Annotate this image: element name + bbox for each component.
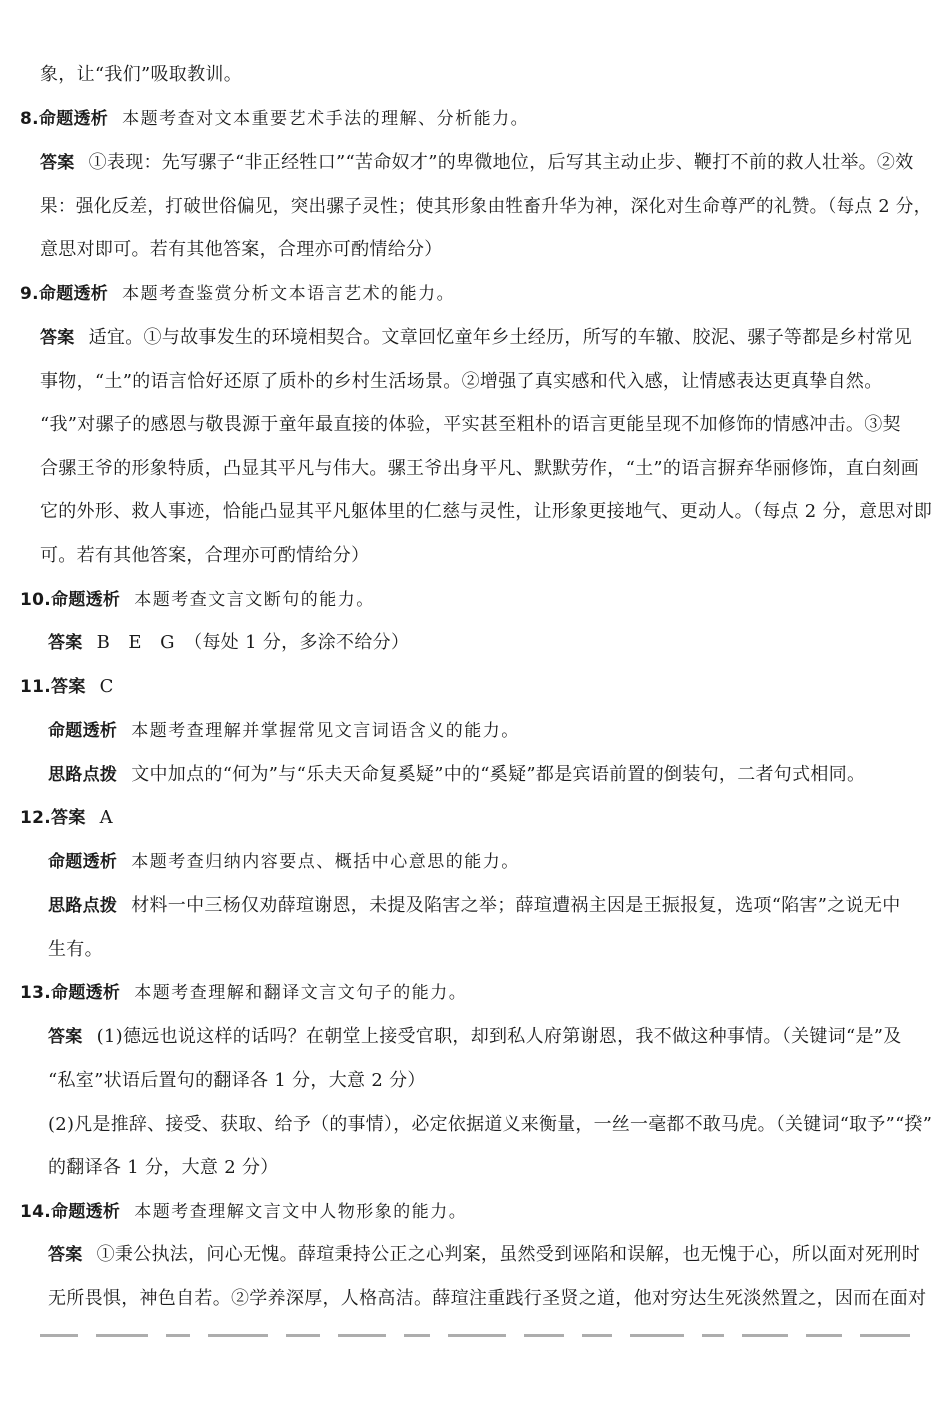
answer-13-line-3 bbox=[48, 1112, 932, 1138]
answer-8-line-2 bbox=[40, 194, 932, 220]
section-label: 命题透析 bbox=[51, 590, 121, 610]
text-line: 事物，“土”的语言恰好还原了质朴的乡村生活场景。②增强了真实感和代入感，让情感表达更真挚自然。 bbox=[40, 371, 883, 392]
text-line: 它的外形、救人事迹，恰能凸显其平凡躯体里的仁慈与灵性，让形象更接地气、更动人。（每点 2 分，意思对即 bbox=[40, 501, 933, 522]
answer-value: C bbox=[99, 676, 114, 697]
text-line: 无所畏惧，神色自若。②学养深厚，人格高洁。薛瑄注重践行圣贤之道，他对穷达生死淡然置之，因而在面对 bbox=[48, 1288, 927, 1309]
section-label: 命题透析 bbox=[51, 1202, 121, 1222]
text-line: 材料一中三杨仅劝薛瑄谢恩，未提及陷害之举；薛瑄遭祸主因是王振报复，选项“陷害”之说无中 bbox=[131, 895, 901, 916]
answer-label: 答案 bbox=[48, 1245, 83, 1265]
question-number: 9. bbox=[20, 284, 39, 304]
answer-label: 答案 bbox=[51, 677, 86, 697]
answer-label: 答案 bbox=[51, 808, 86, 828]
section-text: 本题考查归纳内容要点、概括中心意思的能力。 bbox=[131, 852, 520, 872]
text-line: “我”对骡子的感恩与敬畏源于童年最直接的体验，平实甚至粗朴的语言更能呈现不加修饰的情感冲击。③契 bbox=[40, 414, 901, 435]
question-9-header bbox=[20, 281, 455, 307]
text-line: 的翻译各 1 分，大意 2 分） bbox=[48, 1157, 279, 1178]
answer-label: 答案 bbox=[40, 153, 75, 173]
section-text: 本题考查理解文言文中人物形象的能力。 bbox=[134, 1202, 468, 1222]
section-label: 命题透析 bbox=[38, 109, 109, 129]
answer-14-line-1 bbox=[48, 1242, 920, 1268]
question-11-hint bbox=[48, 762, 865, 788]
question-12-analysis bbox=[48, 849, 520, 875]
text-line: 果：强化反差，打破世俗偏见，突出骡子灵性；使其形象由牲畜升华为神，深化对生命尊严的礼赞。（每点 2 分， bbox=[40, 196, 932, 217]
hint-label: 思路点拨 bbox=[48, 765, 118, 785]
question-number: 11. bbox=[20, 677, 52, 697]
section-text: 本题考查理解和翻译文言文句子的能力。 bbox=[134, 983, 468, 1003]
question-number: 10. bbox=[20, 590, 52, 610]
answer-14-line-2 bbox=[48, 1286, 926, 1312]
text-line: (1)德远也说这样的话吗？在朝堂上接受官职，却到私人府第谢恩，我不做这种事情。（关键词“是”及 bbox=[96, 1026, 902, 1047]
cut-off-text-line bbox=[40, 1330, 930, 1340]
answer-label: 答案 bbox=[48, 633, 83, 653]
text-line: 适宜。①与故事发生的环境相契合。文章回忆童年乡土经历，所写的车辙、胶泥、骡子等都是乡村常见 bbox=[88, 327, 913, 348]
answer-13-line-2 bbox=[48, 1068, 426, 1094]
answer-value: A bbox=[99, 807, 113, 828]
text-line: (2)凡是推辞、接受、获取、给予（的事情），必定依据道义来衡量，一丝一毫都不敢马虎。（关键词“取予”“揆” bbox=[48, 1114, 933, 1135]
question-12-hint-line-1 bbox=[48, 893, 901, 919]
question-10-header bbox=[20, 587, 375, 613]
text-line: 生有。 bbox=[48, 939, 103, 960]
answer-label: 答案 bbox=[40, 328, 75, 348]
text-line: 可。若有其他答案，合理亦可酌情给分） bbox=[40, 545, 370, 566]
hint-label: 思路点拨 bbox=[48, 896, 118, 916]
answer-13-line-4 bbox=[48, 1155, 279, 1181]
answer-9-line-4 bbox=[40, 456, 919, 482]
question-number: 13. bbox=[20, 983, 52, 1003]
text-line: 文中加点的“何为”与“乐夫天命复奚疑”中的“奚疑”都是宾语前置的倒装句，二者句式相同。 bbox=[131, 764, 866, 785]
question-number: 12. bbox=[20, 808, 52, 828]
question-14-header bbox=[20, 1199, 467, 1225]
section-label: 命题透析 bbox=[48, 852, 118, 872]
answer-9-line-1 bbox=[40, 325, 912, 351]
question-12-hint-line-2 bbox=[48, 937, 103, 963]
section-label: 命题透析 bbox=[51, 983, 121, 1003]
question-number: 8. bbox=[20, 109, 39, 129]
text-line: ①表现：先写骡子“非正经牲口”“苦命奴才”的卑微地位，后写其主动止步、鞭打不前的救人壮举。②效 bbox=[88, 152, 914, 173]
section-label: 命题透析 bbox=[38, 284, 109, 304]
answer-10 bbox=[48, 630, 409, 656]
text-line: 合骡王爷的形象特质，凸显其平凡与伟大。骡王爷出身平凡、默默劳作，“土”的语言摒弃华丽修饰，直白刻画 bbox=[40, 458, 920, 479]
section-text: 本题考查鉴赏分析文本语言艺术的能力。 bbox=[122, 284, 456, 304]
question-13-header bbox=[20, 980, 467, 1006]
section-text: 本题考查理解并掌握常见文言词语含义的能力。 bbox=[131, 721, 520, 741]
continued-line bbox=[40, 62, 242, 88]
text-line: 意思对即可。若有其他答案，合理亦可酌情给分） bbox=[40, 239, 443, 260]
question-8-header bbox=[20, 106, 529, 132]
answer-13-line-1 bbox=[48, 1024, 902, 1050]
answer-9-line-5 bbox=[40, 499, 932, 525]
question-11-header bbox=[20, 674, 114, 700]
section-label: 命题透析 bbox=[48, 721, 118, 741]
answer-9-line-6 bbox=[40, 543, 369, 569]
answer-8-line-3 bbox=[40, 237, 443, 263]
section-text: 本题考查对文本重要艺术手法的理解、分析能力。 bbox=[122, 109, 530, 129]
text-line: ①秉公执法，问心无愧。薛瑄秉持公正之心判案，虽然受到诬陷和误解，也无愧于心，所以面对死刑时 bbox=[96, 1244, 921, 1265]
text-line: B E G （每处 1 分，多涂不给分） bbox=[96, 632, 410, 653]
answer-9-line-2 bbox=[40, 369, 883, 395]
text-line: 象，让“我们”吸取教训。 bbox=[40, 64, 243, 85]
question-11-analysis bbox=[48, 718, 520, 744]
answer-label: 答案 bbox=[48, 1027, 83, 1047]
answer-9-line-3 bbox=[40, 412, 901, 438]
section-text: 本题考查文言文断句的能力。 bbox=[134, 590, 375, 610]
answer-8-line-1 bbox=[40, 150, 914, 176]
question-number: 14. bbox=[20, 1202, 52, 1222]
text-line: “私室”状语后置句的翻译各 1 分，大意 2 分） bbox=[48, 1070, 426, 1091]
question-12-header bbox=[20, 805, 113, 831]
